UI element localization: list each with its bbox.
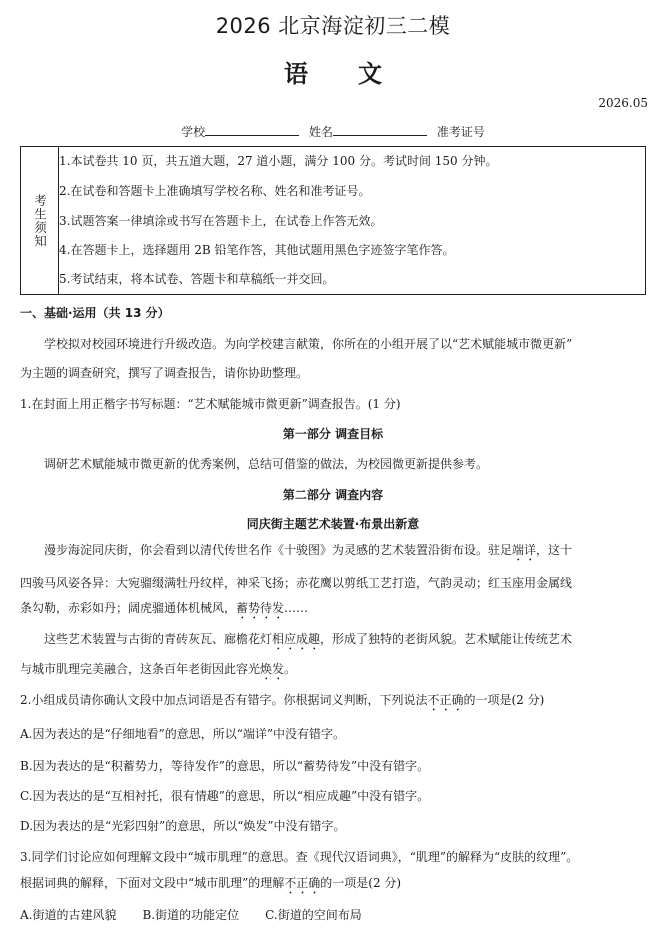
passage-text: ，这十 <box>536 543 573 557</box>
notice-label-cell <box>21 147 59 294</box>
passage-para1-line1 <box>20 542 646 564</box>
dotted-word-xiangyingchengqu: 相应成趣 <box>272 632 321 646</box>
notice-item: 5.考试结束，将本试卷、答题卡和草稿纸一并交回。 <box>59 272 335 286</box>
question-1: 1.在封面上用正楷字书写标题：“艺术赋能城市微更新”调查报告。(1 分) <box>20 397 401 411</box>
part2-subtitle: 同庆街主题艺术装置·布景出新意 <box>246 517 420 531</box>
q2-option-b: B.因为表达的是“积蓄势力，等待发作”的意思，所以“蓄势待发”中没有错字。 <box>20 759 430 773</box>
notice-item: 1.本试卷共 10 页，共五道大题，27 道小题，满分 100 分。考试时间 150 分钟。 <box>59 154 498 168</box>
part1-title: 第一部分 调查目标 <box>282 427 384 441</box>
passage-para1-line3 <box>20 600 646 622</box>
subject-title <box>0 54 666 89</box>
section-heading: 一、基础·运用（共 13 分） <box>20 306 170 320</box>
subject-char-1: 语 <box>284 59 308 88</box>
notice-item: 3.试题答案一律填涂或书写在答题卡上，在试卷上作答无效。 <box>59 214 383 228</box>
q3-options <box>20 907 646 923</box>
question-text: 的一项是(2 分) <box>320 876 402 890</box>
question-text: 2.小组成员请你确认文段中加点词语是否有错字。你根据词义判断，下列说法 <box>20 693 428 707</box>
dotted-word-bu-zhengque: 不正确 <box>284 876 321 890</box>
passage-text: 条勾勒，赤彩如丹；阔虎骝通体机械风， <box>20 601 237 615</box>
question-text: 根据词典的解释，下面对文段中“城市肌理”的理解 <box>20 876 285 890</box>
dotted-word-duanxiang: 端详 <box>512 543 537 557</box>
name-label: 姓名 <box>308 125 333 139</box>
dotted-word-bu-zhengque: 不正确 <box>427 693 464 707</box>
q2-option-c: C.因为表达的是“互相衬托，很有情趣”的意思，所以“相应成趣”中没有错字。 <box>20 789 430 803</box>
school-blank <box>205 123 299 136</box>
passage-text: 。 <box>284 662 297 676</box>
part2-title: 第二部分 调查内容 <box>282 488 384 502</box>
part1-text: 调研艺术赋能城市微更新的优秀案例，总结可借鉴的做法，为校园微更新提供参考。 <box>44 457 489 471</box>
q2-option-a: A.因为表达的是“仔细地看”的意思，所以“端详”中没有错字。 <box>20 727 346 741</box>
passage-para2-line2 <box>20 661 646 683</box>
question-3-line2 <box>20 875 646 897</box>
dotted-word-xushidaifa: 蓄势待发 <box>236 601 285 615</box>
passage-text: 这些艺术装置与古街的青砖灰瓦、廊檐花灯 <box>44 632 273 646</box>
candidate-info-line <box>0 123 666 140</box>
name-blank <box>333 123 427 136</box>
notice-box <box>20 146 646 295</box>
passage-text: 与城市肌理完美融合，这条百年老街因此容光 <box>20 662 261 676</box>
exam-date: 2026.05 <box>598 96 648 110</box>
notice-label: 考生须知 <box>32 193 48 248</box>
question-2 <box>20 692 646 714</box>
passage-para2-line1 <box>20 631 646 653</box>
passage-text: …… <box>284 601 309 615</box>
subject-char-2: 文 <box>358 59 382 88</box>
question-text: 的一项是(2 分) <box>463 693 545 707</box>
notice-item: 4.在答题卡上，选择题用 2B 铅笔作答，其他试题用黑色字迹签字笔作答。 <box>59 243 455 257</box>
question-3-line1: 3.同学们讨论应如何理解文段中“城市肌理”的意思。查《现代汉语词典》，“肌理”的解释为“皮肤的纹理”。 <box>20 850 579 864</box>
intro-line-2: 为主题的调查研究，撰写了调查报告，请你协助整理。 <box>20 366 309 380</box>
passage-text: ，形成了独特的老街风貌。艺术赋能让传统艺术 <box>320 632 573 646</box>
id-label: 准考证号 <box>436 125 485 139</box>
school-label: 学校 <box>181 125 206 139</box>
notice-item: 2.在试卷和答题卡上准确填写学校名称、姓名和准考证号。 <box>59 184 371 198</box>
dotted-word-huanfa: 焕发 <box>260 662 285 676</box>
q2-option-d: D.因为表达的是“光彩四射”的意思，所以“焕发”中没有错字。 <box>20 819 346 833</box>
q3-option-c: C.街道的空间布局 <box>265 908 362 922</box>
passage-text: 漫步海淀同庆街，你会看到以清代传世名作《十骏图》为灵感的艺术装置沿街布设。驻足 <box>44 543 513 557</box>
q3-option-b: B.街道的功能定位 <box>142 908 240 922</box>
intro-line-1: 学校拟对校园环境进行升级改造。为向学校建言献策，你所在的小组开展了以“艺术赋能城市微更新” <box>44 337 573 351</box>
passage-para1-line2: 四骏马风姿各异：大宛骝缀满牡丹纹样，神采飞扬；赤花鹰以剪纸工艺打造，气韵灵动；红玉座用金属线 <box>20 576 573 590</box>
exam-title: 2026 北京海淀初三二模 <box>215 14 451 38</box>
q3-option-a: A.街道的古建风貌 <box>20 908 117 922</box>
